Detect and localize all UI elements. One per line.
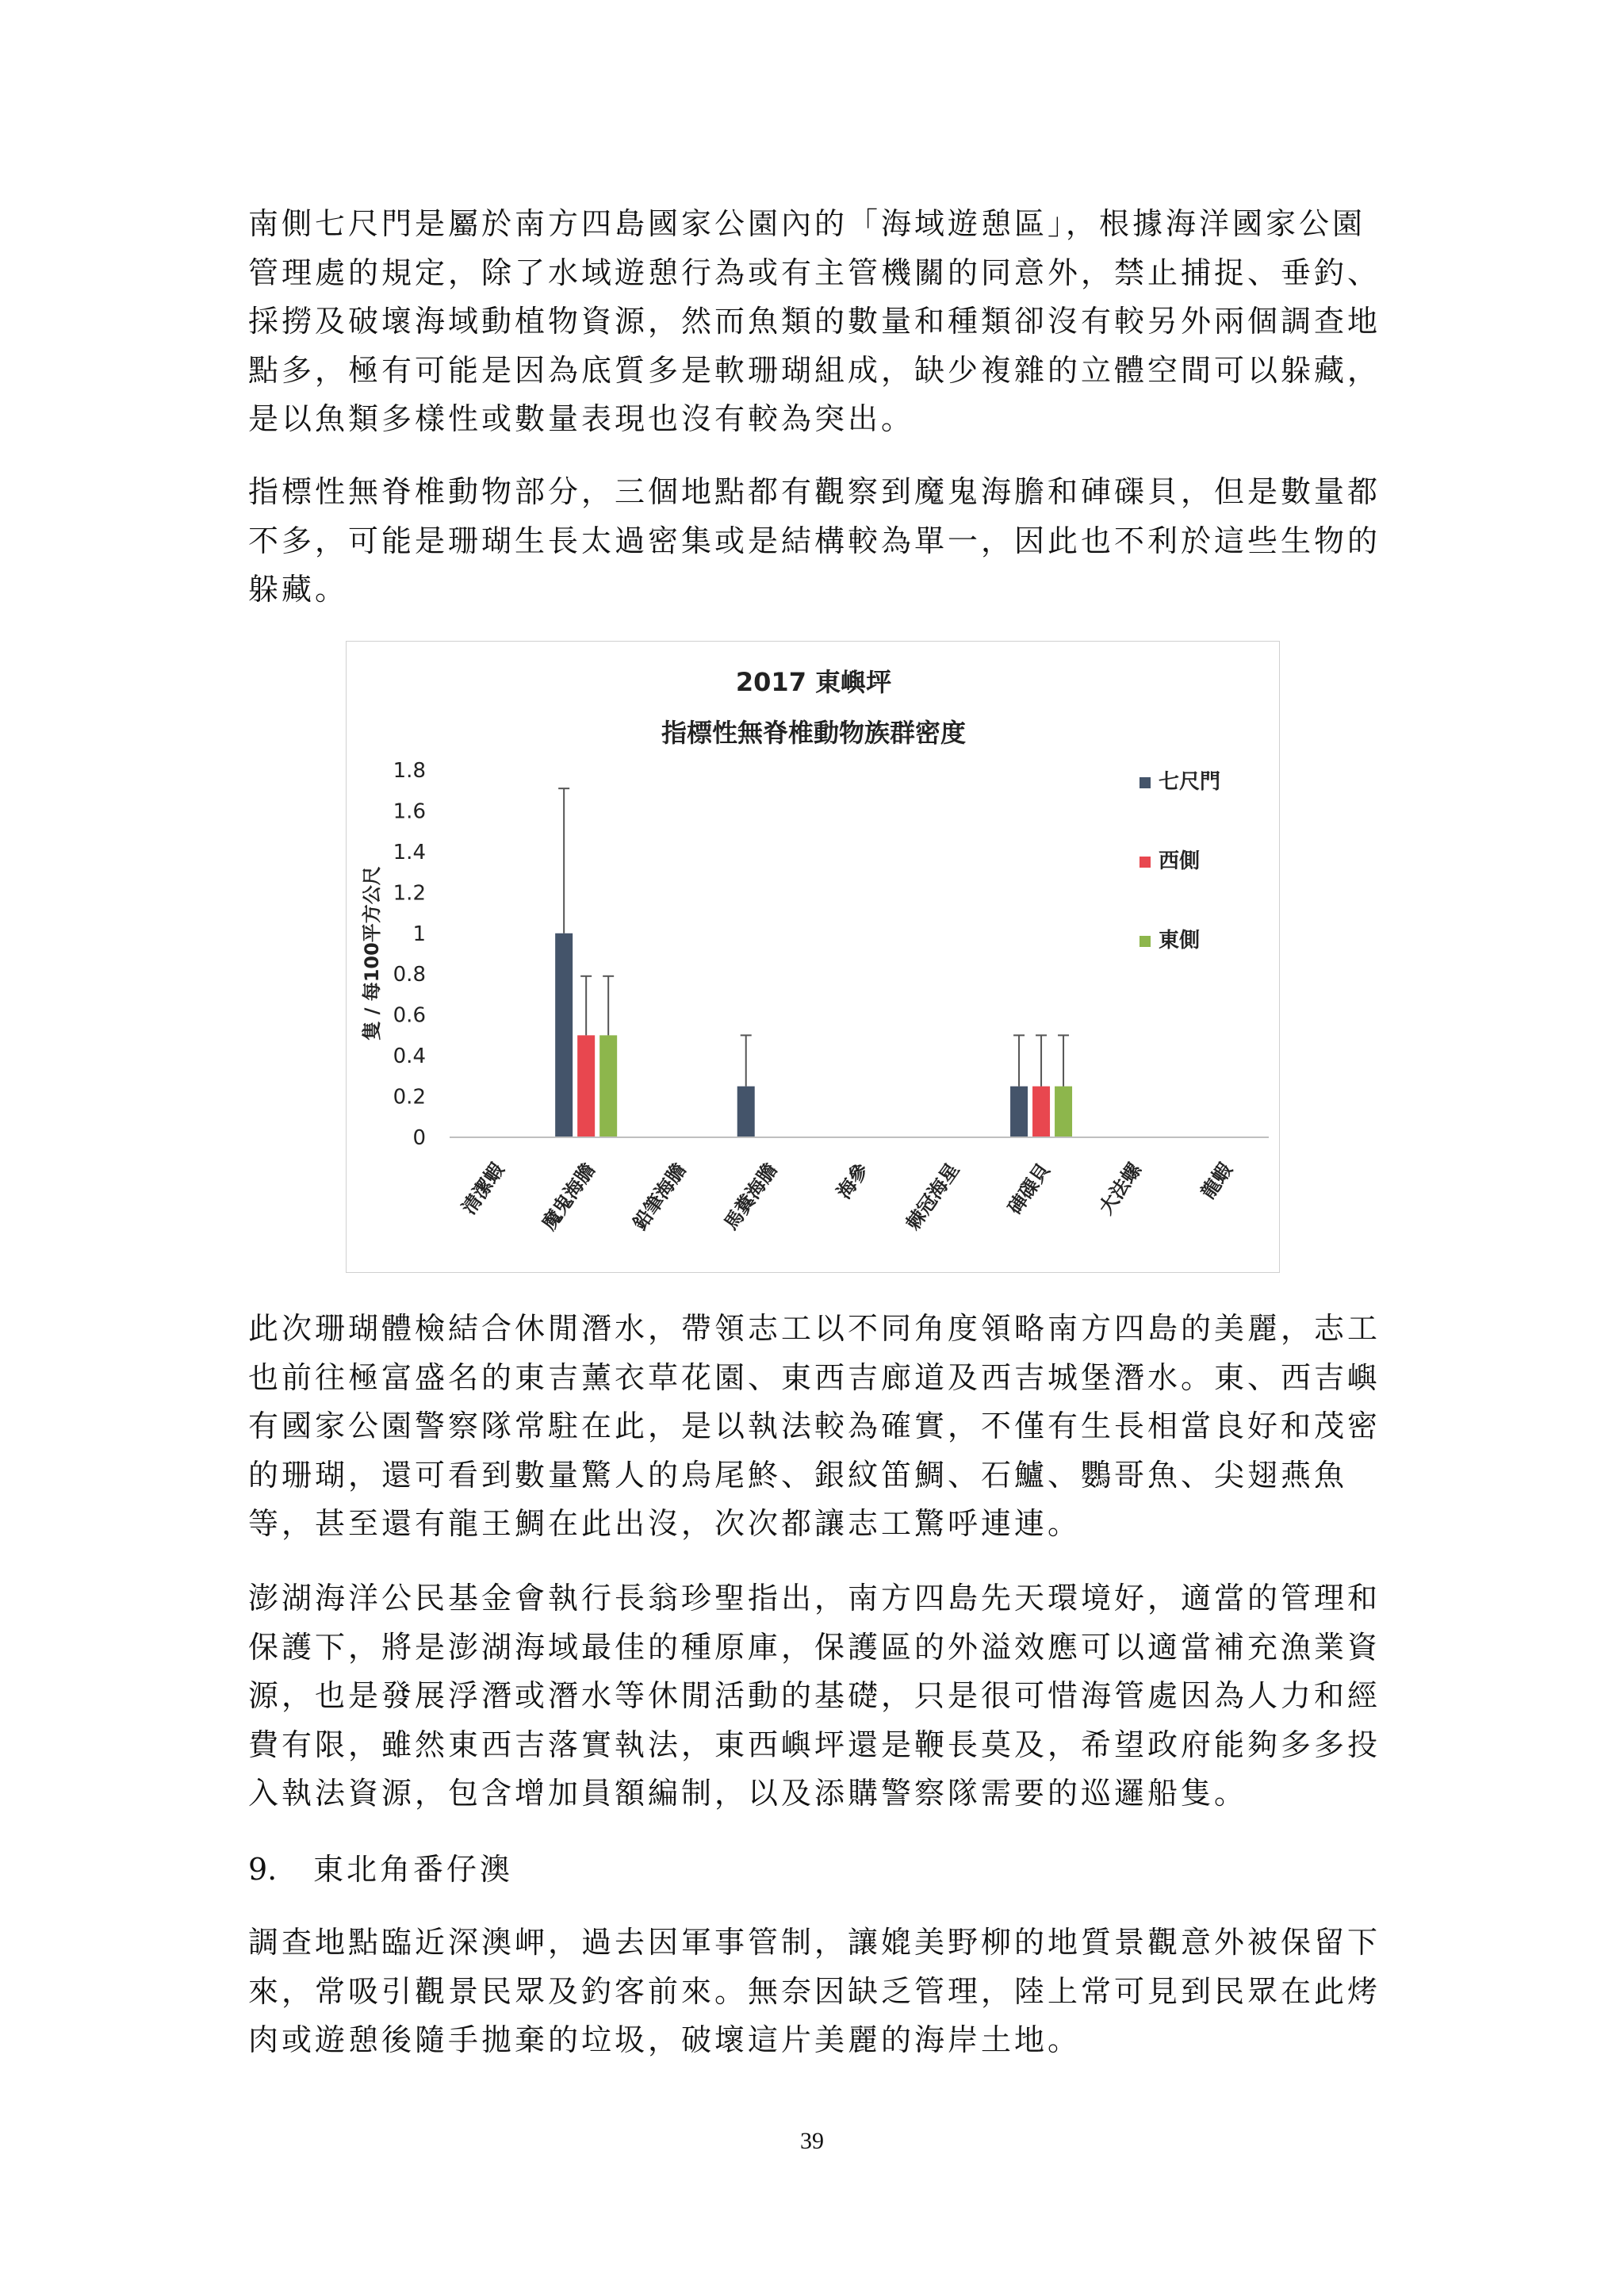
text-line: 採撈及破壞海域動植物資源，然而魚類的數量和種類卻沒有較另外兩個調查地 [248, 304, 1381, 339]
y-tick-label: 0.2 [393, 1085, 426, 1110]
text-line: 澎湖海洋公民基金會執行長翁珍聖指出，南方四島先天環境好，適當的管理和 [248, 1581, 1381, 1616]
x-tick-label: 大法螺 [1094, 1159, 1146, 1219]
section-heading [248, 1846, 1358, 1895]
x-tick-label: 海參 [832, 1159, 873, 1203]
bar-七尺門-馬糞海膽 [737, 1087, 755, 1137]
text-line: 也前往極富盛名的東吉薰衣草花園、東西吉廊道及西吉城堡潛水。東、西吉嶼 [248, 1359, 1381, 1395]
text-line: 肉或遊憩後隨手拋棄的垃圾，破壞這片美麗的海岸土地。 [248, 2022, 1082, 2057]
text-line: 此次珊瑚體檢結合休閒潛水，帶領志工以不同角度領略南方四島的美麗，志工 [248, 1311, 1381, 1346]
text-line: 源，也是發展浮潛或潛水等休閒活動的基礎，只是很可惜海管處因為人力和經 [248, 1678, 1381, 1713]
bar-七尺門-硨磲貝 [1010, 1087, 1028, 1137]
bar-東側-魔鬼海膽 [599, 1035, 617, 1137]
x-tick-label: 清潔蝦 [458, 1159, 509, 1219]
legend-swatch [1139, 777, 1151, 788]
legend-label: 西側 [1159, 849, 1201, 873]
x-tick-label: 硨磲貝 [1003, 1159, 1055, 1219]
legend-swatch [1139, 857, 1151, 868]
page-number: 39 [800, 2128, 824, 2154]
bar-東側-硨磲貝 [1055, 1087, 1072, 1137]
y-tick-label: 0.4 [393, 1045, 426, 1069]
section-number: 9. [248, 1852, 278, 1887]
y-tick-label: 1.4 [393, 840, 426, 864]
chart-subtitle: 指標性無脊椎動物族群密度 [661, 718, 967, 748]
text-line: 的珊瑚，還可看到數量驚人的烏尾鮗、銀紋笛鯛、石鱸、鸚哥魚、尖翅燕魚 [248, 1457, 1348, 1493]
x-tick-label: 魔鬼海膽 [538, 1159, 600, 1235]
x-tick-label: 龍蝦 [1197, 1159, 1237, 1203]
legend-swatch [1139, 936, 1151, 947]
x-tick-label: 棘冠海星 [902, 1159, 964, 1235]
y-tick-label: 1.2 [393, 881, 426, 906]
text-line: 躲藏。 [248, 572, 349, 607]
bar-chart [347, 642, 1281, 1274]
paragraph-foundation-statement [248, 1574, 1381, 1819]
y-axis-label: 隻 / 每100平方公尺 [361, 866, 383, 1041]
text-line: 等，甚至還有龍王鯛在此出沒，次次都讓志工驚呼連連。 [248, 1506, 1082, 1541]
y-tick-label: 0.8 [393, 963, 426, 987]
chart-title: 2017 東嶼坪 [735, 667, 892, 697]
text-line: 是以魚類多樣性或數量表現也沒有較為突出。 [248, 401, 915, 436]
paragraph-fanziao [248, 1918, 1381, 2065]
legend-label: 七尺門 [1159, 770, 1221, 794]
y-tick-label: 0.6 [393, 1003, 426, 1028]
bar-西側-魔鬼海膽 [577, 1035, 595, 1137]
paragraph-qichimen [248, 200, 1381, 444]
x-tick-label: 鉛筆海膽 [628, 1159, 691, 1235]
paragraph-volunteer-dive [248, 1305, 1381, 1549]
paragraph-invertebrates [248, 468, 1381, 615]
y-tick-label: 0 [412, 1126, 426, 1150]
text-line: 管理處的規定，除了水域遊憩行為或有主管機關的同意外，禁止捕捉、垂釣、 [248, 255, 1381, 290]
text-line: 調查地點臨近深澳岬，過去因軍事管制，讓媲美野柳的地質景觀意外被保留下 [248, 1925, 1381, 1960]
text-line: 指標性無脊椎動物部分，三個地點都有觀察到魔鬼海膽和硨磲貝，但是數量都 [248, 474, 1381, 509]
text-line: 來，常吸引觀景民眾及釣客前來。無奈因缺乏管理，陸上常可見到民眾在此烤 [248, 1973, 1381, 2009]
text-line: 入執法資源，包含增加員額編制，以及添購警察隊需要的巡邏船隻。 [248, 1776, 1248, 1811]
text-line: 南側七尺門是屬於南方四島國家公園內的「海域遊憩區」，根據海洋國家公園 [248, 206, 1366, 241]
bar-七尺門-魔鬼海膽 [555, 933, 573, 1137]
text-line: 費有限，雖然東西吉落實執法，東西嶼坪還是鞭長莫及，希望政府能夠多多投 [248, 1727, 1381, 1762]
text-line: 不多，可能是珊瑚生長太過密集或是結構較為單一，因此也不利於這些生物的 [248, 523, 1381, 558]
chart-figure [346, 641, 1280, 1273]
x-tick-label: 馬糞海膽 [719, 1159, 782, 1235]
legend-label: 東側 [1159, 929, 1201, 953]
section-title: 東北角番仔澳 [313, 1852, 514, 1887]
y-tick-label: 1.8 [393, 759, 426, 783]
y-tick-label: 1.6 [393, 799, 426, 824]
text-line: 點多，極有可能是因為底質多是軟珊瑚組成，缺少複雜的立體空間可以躲藏， [248, 352, 1381, 388]
y-tick-label: 1 [412, 922, 426, 946]
bar-西側-硨磲貝 [1032, 1087, 1050, 1137]
text-line: 有國家公園警察隊常駐在此，是以執法較為確實，不僅有生長相當良好和茂密 [248, 1409, 1381, 1443]
text-line: 保護下，將是澎湖海域最佳的種原庫，保護區的外溢效應可以適當補充漁業資 [248, 1629, 1381, 1665]
